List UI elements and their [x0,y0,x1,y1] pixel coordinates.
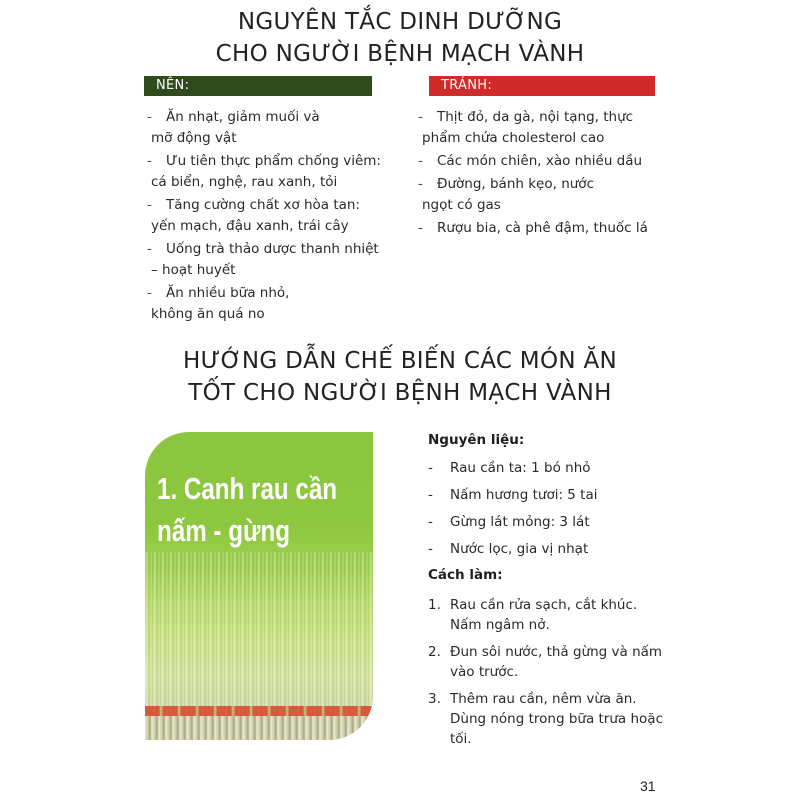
step-number: 2. [428,644,441,660]
list-item [418,107,668,149]
red-string-ties-graphic [145,706,373,716]
item-text-continued: không ăn quá no [151,306,265,322]
ingredients-list [428,459,668,567]
ingredients-heading: Nguyên liệu: [428,432,525,448]
dash-bullet: - [418,176,423,192]
dash-bullet: - [428,541,433,557]
step-text: Thêm rau cần, nêm vừa ăn. Dùng nóng trong bữa trưa hoặc tối. [450,691,663,747]
list-item [147,195,387,237]
item-text: Uống trà thảo dược thanh nhiệt [166,241,379,257]
dash-bullet: - [147,285,152,301]
ingredient-item [428,540,668,567]
step-text: Rau cần rửa sạch, cắt khúc. Nấm ngâm nở. [450,597,638,633]
ingredient-text: Rau cần ta: 1 bó nhỏ [450,460,591,476]
method-step [428,689,663,749]
ingredient-text: Nước lọc, gia vị nhạt [450,541,589,557]
list-item [147,107,387,149]
list-item [147,151,387,193]
method-steps-list [428,595,663,756]
dash-bullet: - [147,197,152,213]
avoid-list [418,107,668,241]
ingredient-item [428,486,668,513]
dash-bullet: - [428,487,433,503]
item-text: Đường, bánh kẹo, nước [437,176,594,192]
item-text: Ăn nhiều bữa nhỏ, [166,285,290,301]
list-item [418,174,668,216]
item-text: Các món chiên, xào nhiều dầu [437,153,643,169]
dash-bullet: - [418,109,423,125]
step-number: 3. [428,691,441,707]
method-step [428,642,663,682]
item-text: Thịt đỏ, da gà, nội tạng, thực [437,109,634,125]
method-step [428,595,663,635]
dash-bullet: - [418,153,423,169]
heading-line: TỐT CHO NGƯỜI BỆNH MẠCH VÀNH [188,380,612,406]
item-text: Ưu tiên thực phẩm chống viêm: [166,153,381,169]
dash-bullet: - [147,241,152,257]
ingredient-item [428,459,668,486]
dash-bullet: - [147,153,152,169]
heading-line: CHO NGƯỜI BỆNH MẠCH VÀNH [215,41,585,67]
method-heading: Cách làm: [428,567,503,583]
ingredient-text: Nấm hương tươi: 5 tai [450,487,598,503]
list-item [418,151,668,172]
recipe-title-line: nấm - gừng [157,513,291,548]
do-section-label: NÊN: [144,76,372,96]
nutrition-principles-heading [0,6,800,70]
item-text-continued: yến mạch, đậu xanh, trái cây [151,218,349,234]
step-text: Đun sôi nước, thả gừng và nấm vào trước. [450,644,663,680]
recipe-title [157,468,338,552]
heading-line: NGUYÊN TẮC DINH DƯỠNG [237,9,563,35]
page-number: 31 [640,778,656,794]
recipe-guide-heading [0,345,800,409]
heading-line: HƯỚNG DẪN CHẾ BIẾN CÁC MÓN ĂN [183,348,617,374]
dash-bullet: - [418,220,423,236]
item-text-continued: phẩm chứa cholesterol cao [422,130,605,146]
dash-bullet: - [428,460,433,476]
item-text: Tăng cường chất xơ hòa tan: [166,197,361,213]
avoid-section-label: TRÁNH: [429,76,655,96]
item-text: Ăn nhạt, giảm muối và [166,109,320,125]
list-item [147,283,387,325]
item-text-continued: mỡ động vật [151,130,237,146]
dash-bullet: - [147,109,152,125]
list-item [147,239,387,281]
recipe-title-line: 1. Canh rau cần [157,471,338,506]
item-text-continued: ngọt có gas [422,197,501,213]
item-text-continued: cá biển, nghệ, rau xanh, tỏi [151,174,338,190]
ingredient-item [428,513,668,540]
recipe-image-water-celery [145,432,373,740]
ingredient-text: Gừng lát mỏng: 3 lát [450,514,590,530]
stalk-bases-graphic [145,716,373,740]
item-text: Rượu bia, cà phê đậm, thuốc lá [437,220,648,236]
list-item [418,218,668,239]
do-list [147,107,387,327]
item-text-continued: – hoạt huyết [151,262,236,278]
dash-bullet: - [428,514,433,530]
step-number: 1. [428,597,441,613]
